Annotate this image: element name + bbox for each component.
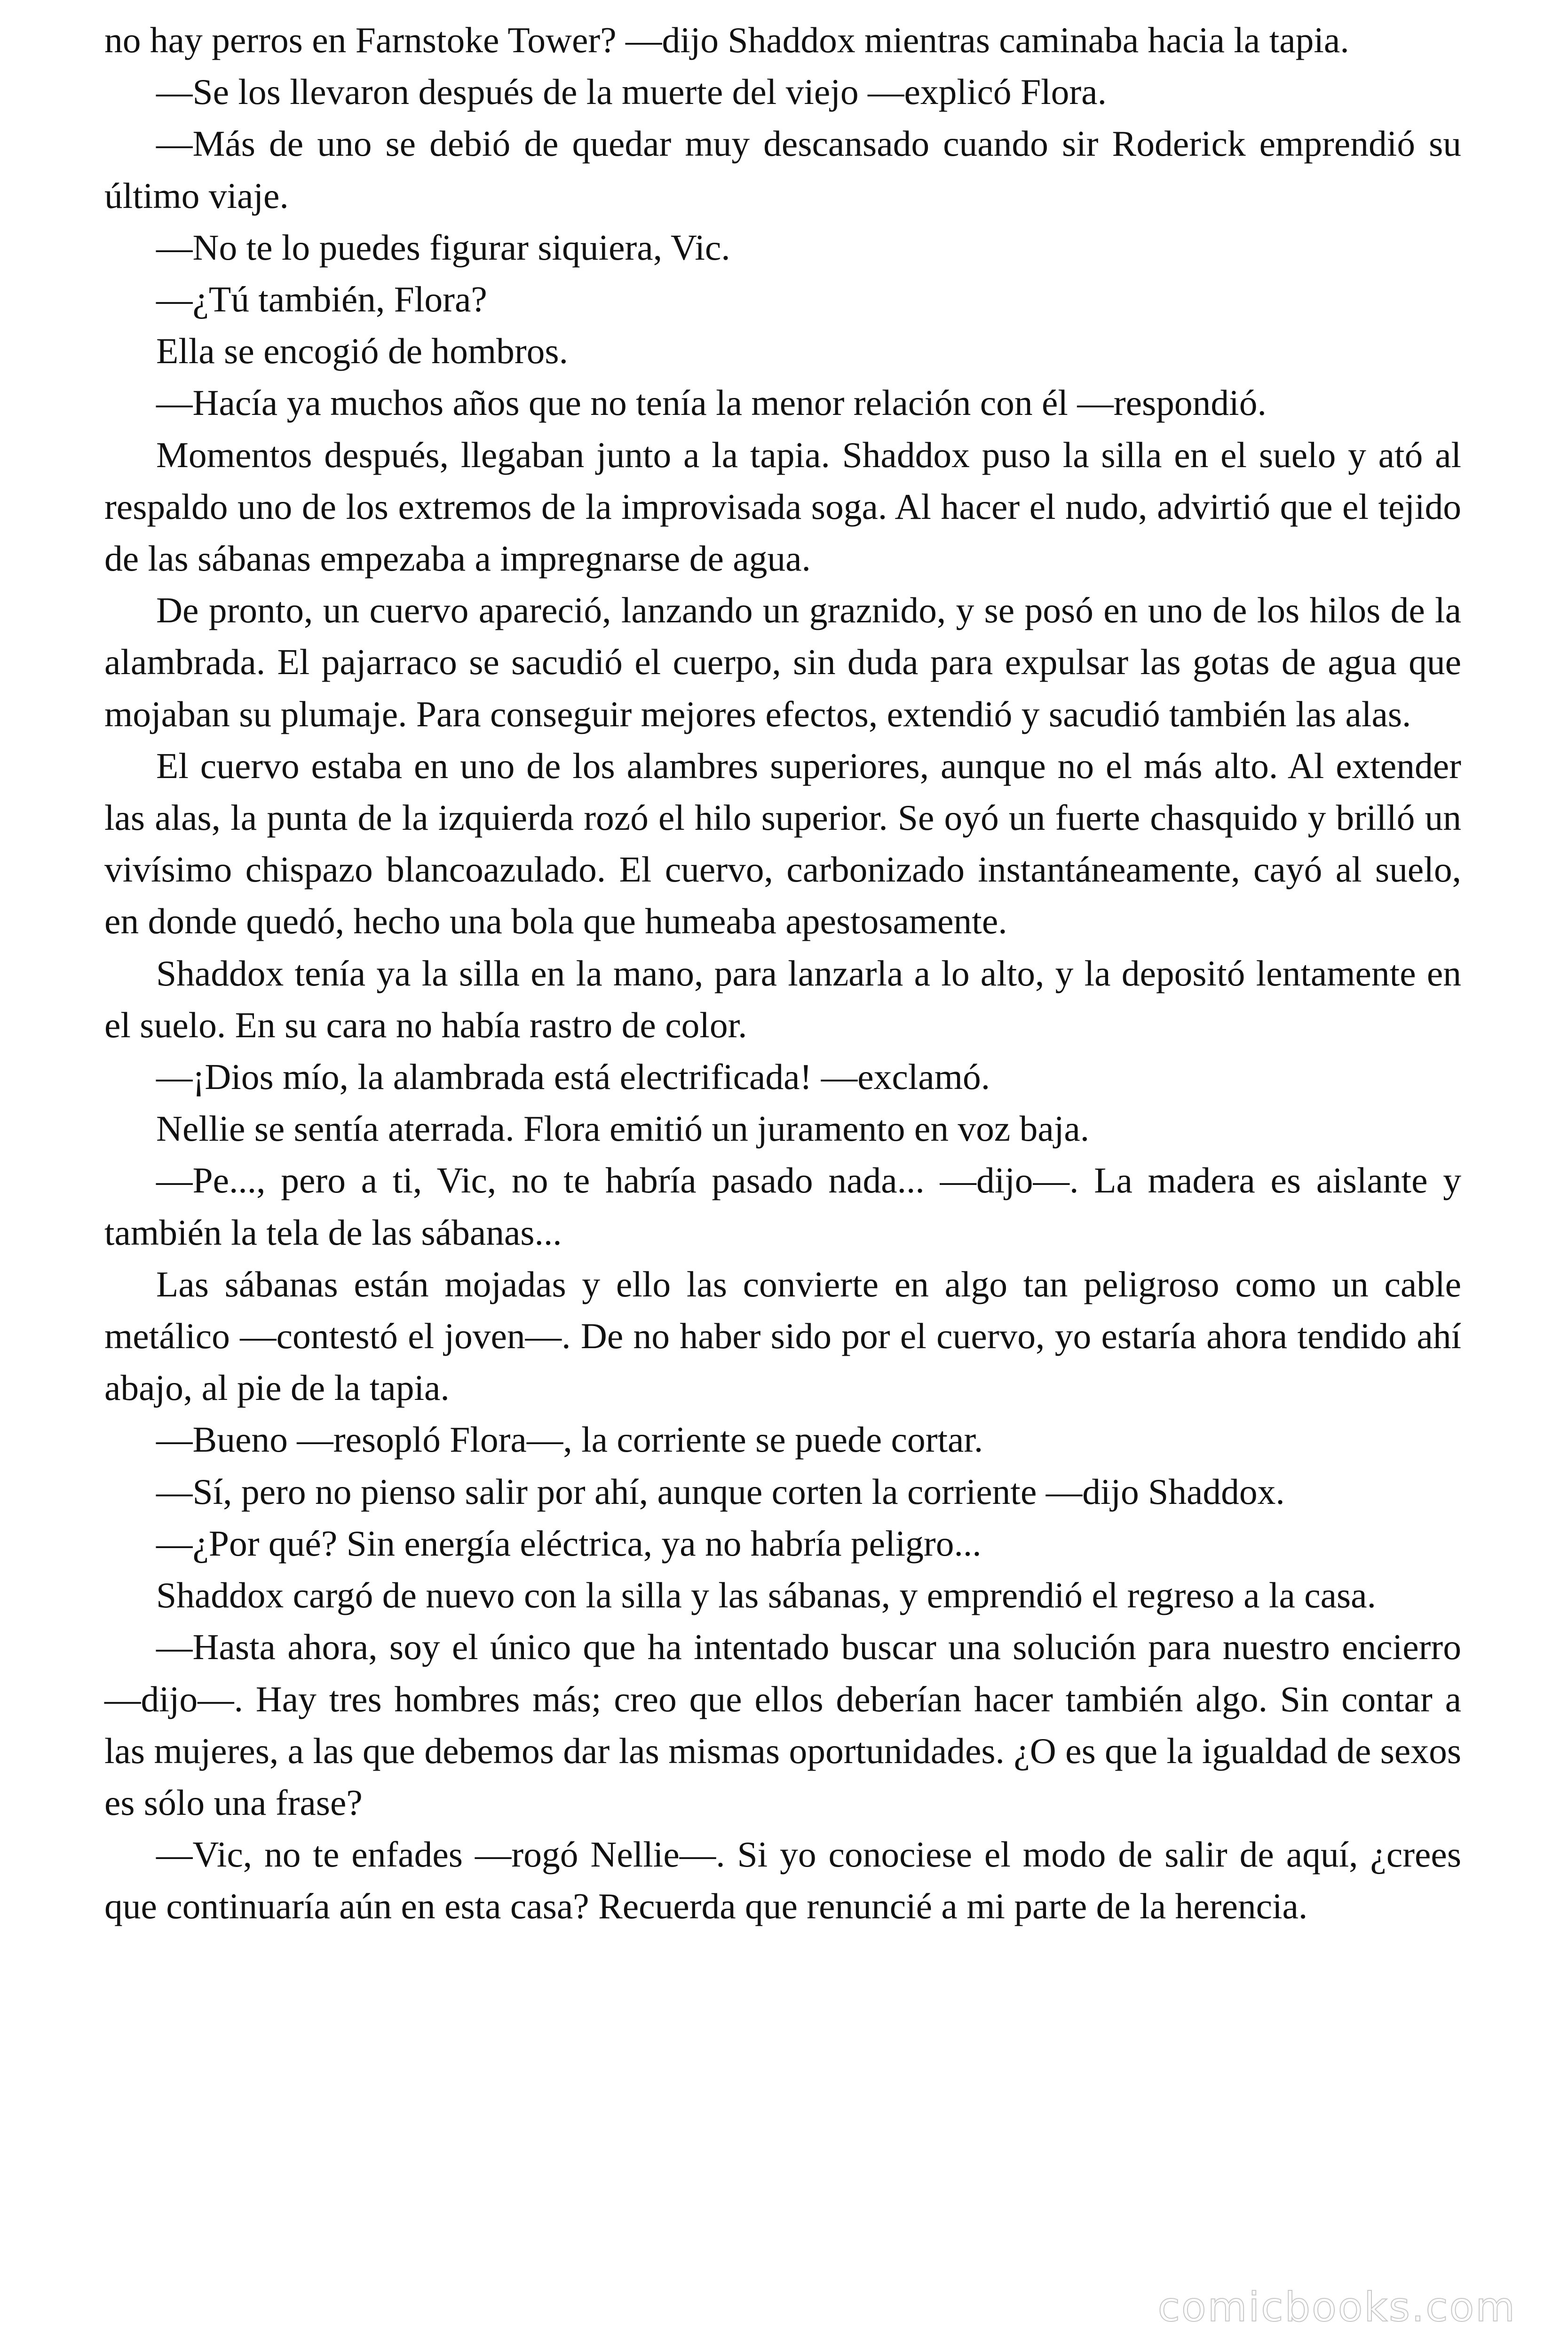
paragraph-6: Ella se encogió de hombros. (156, 331, 568, 372)
paragraph-11: Shaddox tenía ya la silla en la mano, para lanzarla a lo alto, y la depositó lentamente en el suelo. En su cara no había rastro de color. (104, 953, 1461, 1045)
paragraph-2: —Se los llevaron después de la muerte del viejo —explicó Flora. (156, 72, 1107, 112)
paragraph-15: Las sábanas están mojadas y ello las convierte en algo tan peligroso como un cable metálico —contestó el joven—. De no haber sido por el cuervo, yo estaría ahora tendido ahí abajo, al pie de la tapia. (104, 1263, 1461, 1408)
paragraph-14: —Pe..., pero a ti, Vic, no te habría pasado nada... —dijo—. La madera es aislante y también la tela de las sábanas... (104, 1160, 1461, 1253)
watermark: comicbooks.com (1157, 2284, 1516, 2331)
paragraph-18: —¿Por qué? Sin energía eléctrica, ya no habría peligro... (156, 1523, 982, 1564)
paragraph-8: Momentos después, llegaban junto a la tapia. Shaddox puso la silla en el suelo y ató al respaldo uno de los extremos de la improvisada soga. Al hacer el nudo, advirtió que el tejido de las sábanas empezaba a impregnarse de agua. (104, 434, 1461, 579)
paragraph-3: —Más de uno se debió de quedar muy descansado cuando sir Roderick emprendió su último viaje. (104, 123, 1461, 216)
paragraph-1: no hay perros en Farnstoke Tower? —dijo Shaddox mientras caminaba hacia la tapia. (104, 20, 1349, 60)
paragraph-9: De pronto, un cuervo apareció, lanzando un graznido, y se posó en uno de los hilos de la alambrada. El pajarraco se sacudió el cuerpo, sin duda para expulsar las gotas de agua que mojaban su plumaje. Para conseguir mejores efectos, extendió y sacudió también las alas. (104, 590, 1461, 734)
paragraph-12: —¡Dios mío, la alambrada está electrificada! —exclamó. (156, 1057, 990, 1097)
paragraph-13: Nellie se sentía aterrada. Flora emitió un juramento en voz baja. (156, 1108, 1090, 1149)
paragraph-16: —Bueno —resopló Flora—, la corriente se puede cortar. (156, 1419, 983, 1460)
paragraph-21: —Vic, no te enfades —rogó Nellie—. Si yo conociese el modo de salir de aquí, ¿crees que continuaría aún en esta casa? Recuerda que renuncié a mi parte de la herencia. (104, 1834, 1461, 1927)
paragraph-19: Shaddox cargó de nuevo con la silla y las sábanas, y emprendió el regreso a la casa. (156, 1575, 1376, 1616)
paragraph-17: —Sí, pero no pienso salir por ahí, aunque corten la corriente —dijo Shaddox. (156, 1471, 1285, 1512)
paragraph-10: El cuervo estaba en uno de los alambres superiores, aunque no el más alto. Al extender las alas, la punta de la izquierda rozó el hilo superior. Se oyó un fuerte chasquido y brilló un vivísimo chispazo blancoazulado. El cuervo, carbonizado instantáneamente, cayó al suelo, en donde quedó, hecho una bola que humeaba apestosamente. (104, 745, 1461, 942)
paragraph-7: —Hacía ya muchos años que no tenía la menor relación con él —respondió. (156, 382, 1267, 423)
body-text (104, 14, 1461, 1932)
paragraph-4: —No te lo puedes figurar siquiera, Vic. (156, 227, 730, 268)
paragraph-5: —¿Tú también, Flora? (156, 279, 487, 320)
paragraph-20: —Hasta ahora, soy el único que ha intentado buscar una solución para nuestro encierro —dijo—. Hay tres hombres más; creo que ellos deberían hacer también algo. Sin contar a las mujeres, a las que debemos dar las mismas oportunidades. ¿O es que la igualdad de sexos es sólo una frase? (104, 1627, 1461, 1823)
